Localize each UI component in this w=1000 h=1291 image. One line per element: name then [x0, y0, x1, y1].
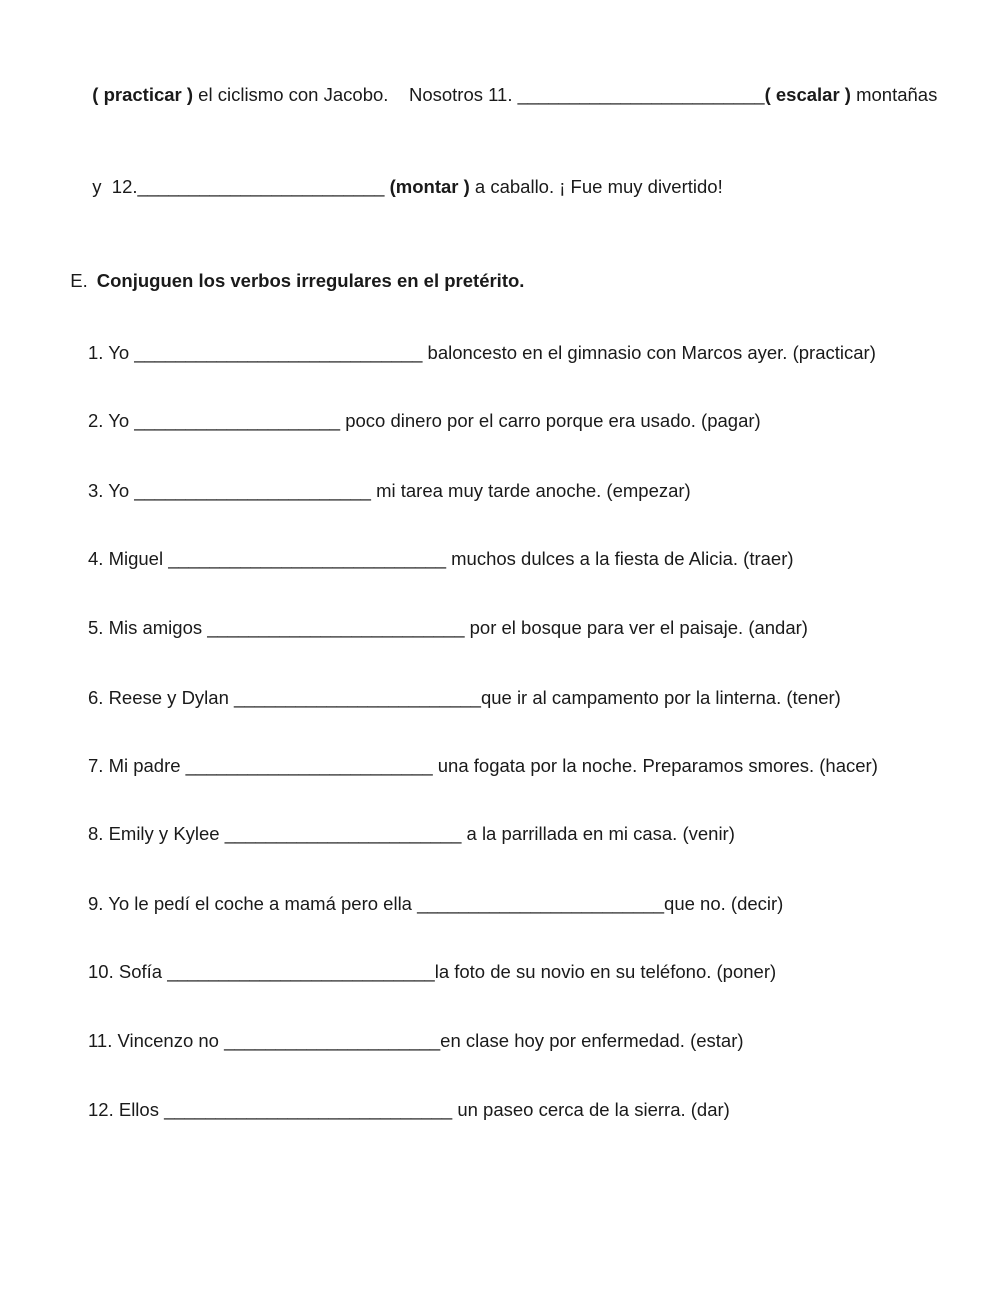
- continuation-text: y 12.________________________: [92, 176, 390, 197]
- exercise-item-7: 7. Mi padre ________________________ una fogata por la noche. Preparamos smores. (hacer): [88, 755, 878, 776]
- verb-montar: (montar ): [389, 176, 470, 197]
- continuation-text: a caballo. ¡ Fue muy divertido!: [469, 176, 723, 197]
- continuation-text: montañas: [850, 84, 938, 105]
- exercise-item-12: 12. Ellos ____________________________ un paseo cerca de la sierra. (dar): [88, 1099, 730, 1120]
- exercise-item-8: 8. Emily y Kylee _______________________ a la parrillada en mi casa. (venir): [88, 823, 735, 844]
- section-title: Conjuguen los verbos irregulares en el pretérito.: [96, 270, 525, 291]
- exercise-item-3: 3. Yo _______________________ mi tarea muy tarde anoche. (empezar): [88, 480, 691, 501]
- section-letter: E.: [70, 270, 88, 291]
- exercise-item-6: 6. Reese y Dylan ________________________que ir al campamento por la linterna. (tener): [88, 687, 841, 708]
- exercise-item-1: 1. Yo ____________________________ baloncesto en el gimnasio con Marcos ayer. (practicar): [88, 342, 876, 363]
- exercise-item-9: 9. Yo le pedí el coche a mamá pero ella ________________________que no. (decir): [88, 893, 784, 914]
- exercise-item-2: 2. Yo ____________________ poco dinero por el carro porque era usado. (pagar): [88, 410, 761, 431]
- continuation-line-2: [82, 154, 723, 198]
- exercise-item-5: 5. Mis amigos _________________________ por el bosque para ver el paisaje. (andar): [88, 617, 808, 638]
- exercise-item-11: 11. Vincenzo no _____________________en clase hoy por enfermedad. (estar): [88, 1030, 744, 1051]
- section-e-heading: [60, 248, 524, 292]
- verb-practicar: ( practicar ): [92, 84, 194, 105]
- exercise-item-10: 10. Sofía __________________________la foto de su novio en su teléfono. (poner): [88, 961, 777, 982]
- exercise-item-4: 4. Miguel ___________________________ muchos dulces a la fiesta de Alicia. (traer): [88, 548, 794, 569]
- continuation-line-1: [82, 62, 937, 106]
- continuation-text: el ciclismo con Jacobo. Nosotros 11. ________________________: [193, 84, 765, 105]
- verb-escalar: ( escalar ): [764, 84, 851, 105]
